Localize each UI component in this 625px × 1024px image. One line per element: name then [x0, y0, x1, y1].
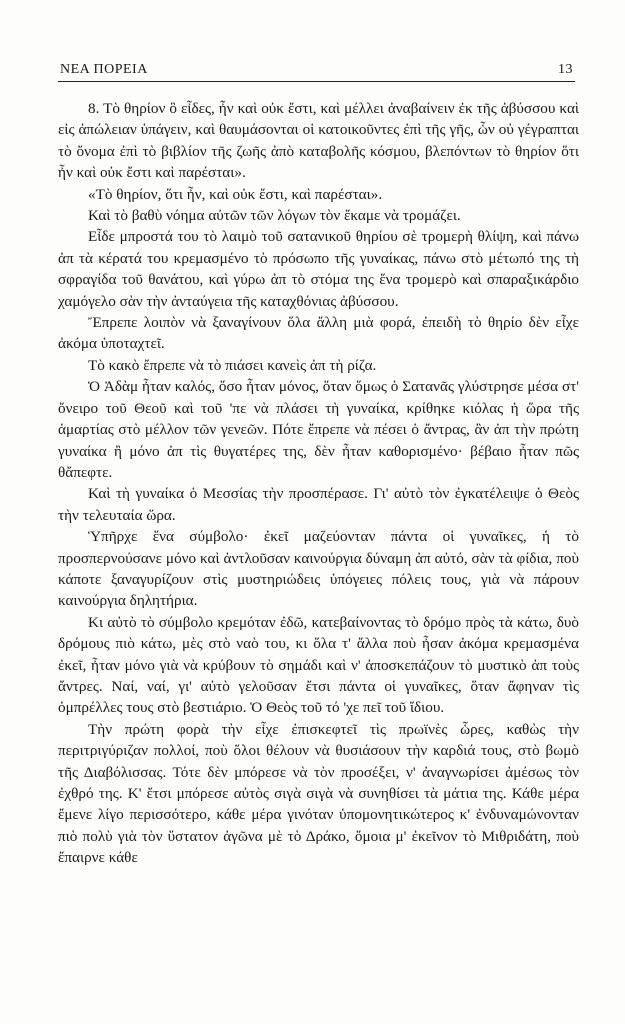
paragraph-9: Ὑπῆρχε ἕνα σύμβολο· ἐκεῖ μαζεύονταν πάντα οἱ γυναῖκες, ἡ τὸ προσπερνούσανε μόνο καὶ ἀντλοῦσαν καινούργια δύναμη ἀπ αὐτό, σὰν τὰ φίδια, ποὺ κάποτε ξαναγυρίζουν στὶς μυστηριώδεις ὑπόγειες πόλεις τους, γιὰ νὰ πάρουν καινούργια δηλητήρια. [58, 528, 579, 610]
paragraph-7: Ὁ Ἀδὰμ ἦταν καλός, ὅσο ἦταν μόνος, ὅταν ὅμως ὁ Σατανᾶς γλύστρησε μέσα στ' ὄνειρο τοῦ Θεοῦ καὶ τοῦ 'πε νὰ πλάσει τὴ γυναίκα, κρίθηκε κιόλας ἡ ὥρα τῆς ἁμαρτίας στὸ μέλλον τῶν γενεῶν. Πότε ἔπρεπε νὰ πέσει ὁ ἄντρας, ἂν ἀπ τὴν πρώτη γυναίκα ἢ μόνο ἀπ τὶς θυγατέρες της, δὲν ἦταν καθορισμένο· βέβαιο ἦταν πῶς θἄπεφτε. [58, 378, 579, 481]
page-number: 13 [558, 62, 573, 77]
header-rule [58, 81, 575, 82]
paragraph-3: Καὶ τὸ βαθὺ νόημα αὐτῶν τῶν λόγων τὸν ἔκαμε νὰ τρομάζει. [88, 207, 461, 225]
paragraph-2: «Τὸ θηρίον, ὅτι ἦν, καὶ οὐκ ἔστι, καὶ παρέσται». [88, 185, 383, 203]
body-text [58, 98, 579, 869]
paragraph-5: Ἔπρεπε λοιπὸν νὰ ξαναγίνουν ὅλα ἄλλη μιὰ φορά, ἐπειδὴ τὸ θηρίο δὲν εἶχε ἀκόμα ὑποταχτεῖ. [58, 314, 579, 353]
paragraph-6: Τὸ κακὸ ἔπρεπε νὰ τὸ πιάσει κανεὶς ἀπ τὴ ρίζα. [88, 356, 377, 374]
paragraph-1: 8. Τὸ θηρίον ὃ εἶδες, ἦν καὶ οὐκ ἔστι, καὶ μέλλει ἀναβαίνειν ἐκ τῆς ἀβύσσου καὶ εἰς ἀπώλειαν ὑπάγειν, καὶ θαυμάσονται οἱ κατοικοῦντες ἐπὶ τῆς γῆς, ὧν οὐ γέγραπται τὸ ὄνομα ἐπὶ τὸ βιβλίον τῆς ζωῆς ἀπὸ καταβολῆς κόσμου, βλεπόντων τὸ θηρίον ὅτι ἦν καὶ οὐκ ἔστι καὶ παρέσται». [58, 100, 579, 182]
running-head [60, 58, 573, 78]
running-head-title: ΝΕΑ ΠΟΡΕΙΑ [60, 62, 148, 77]
paragraph-8: Καὶ τὴ γυναίκα ὁ Μεσσίας τὴν προσπέρασε. Γι' αὐτὸ τὸν ἐγκατέλειψε ὁ Θεὸς τὴν τελευταία ὥρα. [58, 485, 579, 524]
paragraph-4: Εἶδε μπροστά του τὸ λαιμὸ τοῦ σατανικοῦ θηρίου σὲ τρομερὴ θλίψη, καὶ πάνω ἀπ τὰ κέρατά του κρεμασμένο τὸ πρόσωπο τῆς γυναίκας, πάνω στὸ μέτωπό της τὴ σφραγίδα τοῦ θανάτου, καὶ γύρω ἀπ τὸ στόμα της ἕνα τρομερὸ καὶ σπαραξικάρδιο χαμόγελο σὰν τὴν ἀνταύγεια τῆς καταχθόνιας ἀβύσσου. [58, 228, 579, 310]
paragraph-11: Τὴν πρώτη φορὰ τὴν εἶχε ἐπισκεφτεῖ τὶς πρωϊνὲς ὧρες, καθὼς τὴν περιτριγύριζαν πολλοί, ποὺ ὅλοι θέλουν νὰ θυσιάσουν τὴν καρδιά τους, στὸ βωμὸ τῆς Διαβόλισσας. Τότε δὲν μπόρεσε νὰ τὸν προσέξει, ν' ἀναγνωρίσει ἀμέσως τὸν ἐχθρό της. Κ' ἔτσι μπόρεσε αὐτὸς σιγὰ σιγὰ νὰ συνηθίσει τὰ μάτια της. Κάθε μέρα ἔμενε λίγο περισσότερο, κάθε μέρα γινόταν ὑπομονητικώτερος κ' ἐνδυναμώνονταν πιὸ πολὺ γιὰ τὸν ὕστατον ἀγῶνα μὲ τὸ Δράκο, ὅμοια μ' ἐκεῖνον τὸ Μιθριδάτη, ποὺ ἔπαιρνε κάθε [58, 720, 579, 867]
paragraph-10: Κι αὐτὸ τὸ σύμβολο κρεμόταν ἐδῶ, κατεβαίνοντας τὸ δρόμο πρὸς τὰ κάτω, δυὸ δρόμους πιὸ κάτω, μὲς στὸ ναὸ του, κι ὅλα τ' ἄλλα ποὺ ἦσαν ἀκόμα κρεμασμένα ἐκεῖ, ἦταν μόνο γιὰ νὰ κρύβουν τὸ σημάδι καὶ ν' ἀποσκεπάζουν τὸ μυστικὸ ἀπ τοὺς ἄντρες. Ναί, ναί, γι' αὐτὸ γελοῦσαν ἔτσι πάντα οἱ γυναῖκες, ὅταν ἄφηναν τὶς ὀμπρέλλες τους στὸ βεστιάριο. Ὁ Θεὸς τοῦ τό 'χε πεῖ τοῦ ἴδιου. [58, 613, 579, 717]
